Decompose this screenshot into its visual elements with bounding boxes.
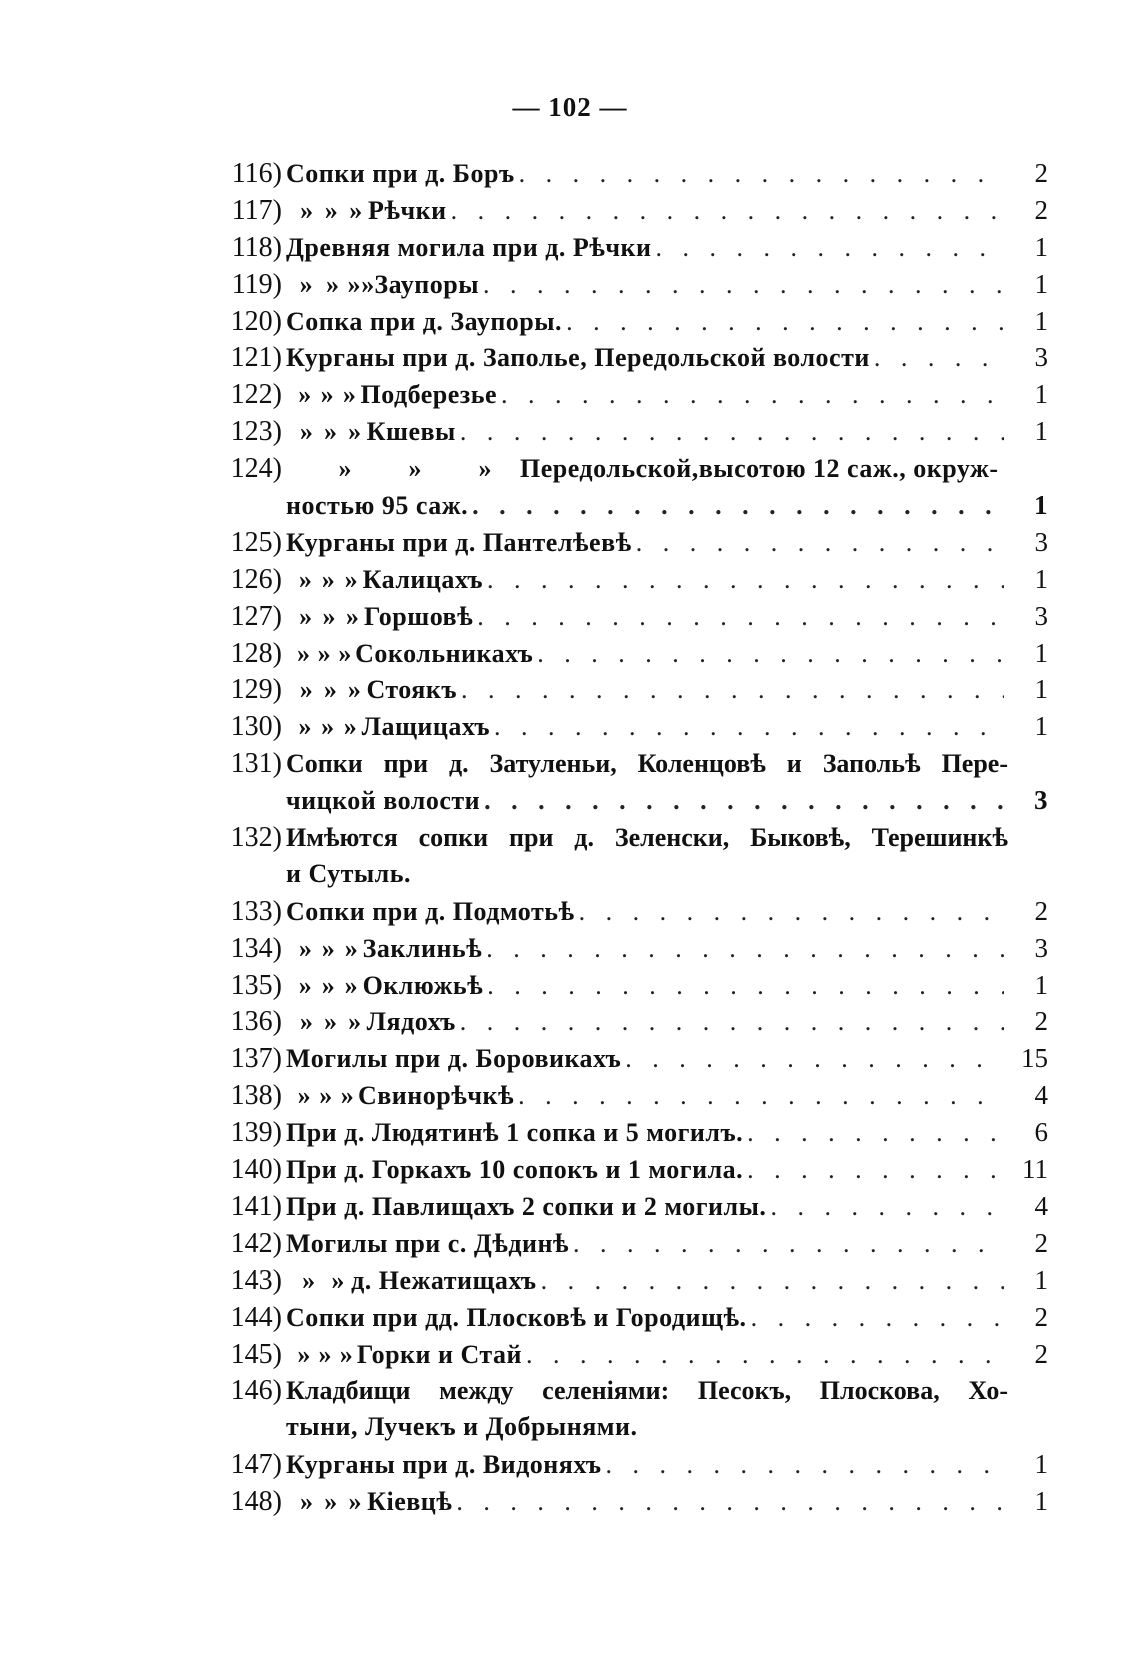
- entry-row: [218, 1228, 1048, 1265]
- dot-leader: [472, 491, 1004, 521]
- ditto-mark: »: [340, 1081, 354, 1111]
- entry-number: 129): [230, 674, 282, 706]
- entry-number: 121): [230, 342, 282, 374]
- ditto-mark: »: [300, 195, 314, 225]
- entry-count: 1: [1034, 711, 1048, 742]
- entry-body: [282, 159, 1008, 189]
- entry-count: 1: [1034, 1449, 1048, 1480]
- ditto-mark: »: [321, 712, 335, 742]
- entry-text: ностью 95 саж.: [286, 491, 469, 521]
- entry-number: 130): [230, 711, 282, 743]
- entry-number: 122): [230, 379, 282, 411]
- entry-text: Передольской,высотою 12 саж., окруж-: [520, 454, 999, 484]
- entry-text: Кіевцѣ: [367, 1487, 453, 1517]
- ditto-mark: »: [361, 269, 375, 299]
- dot-leader: [566, 307, 1004, 337]
- ditto-mark: »: [298, 712, 312, 742]
- entry-count: 4: [1034, 1080, 1048, 1111]
- entry-row: [218, 564, 1048, 601]
- entry-text: Сопка при д. Заупоры.: [286, 306, 563, 336]
- entry-text: При д. Павлищахъ 2 сопки и 2 могилы.: [286, 1191, 767, 1221]
- dot-leader: [460, 1007, 1004, 1037]
- dot-leader: [747, 1118, 1004, 1148]
- entry-number: 123): [230, 416, 282, 448]
- ditto-mark: »: [338, 454, 352, 484]
- entry-row: [218, 1043, 1048, 1080]
- dot-leader: [573, 1229, 1004, 1259]
- entry-number: 136): [230, 1006, 282, 1038]
- entry-text: Имѣются сопки при д. Зеленски, Быковѣ, Терешинкѣ: [286, 823, 1008, 853]
- dot-leader: [484, 786, 1004, 816]
- entry-number: 142): [230, 1227, 282, 1259]
- entry-body: [282, 1192, 1008, 1222]
- entry-text: Кшевы: [366, 417, 456, 447]
- entry-number: 124): [230, 453, 282, 485]
- ditto-mark: »: [331, 1265, 345, 1295]
- dot-leader: [519, 159, 1004, 189]
- entry-count: 3: [1034, 342, 1048, 373]
- ditto-mark: »: [342, 380, 356, 410]
- entry-row: [218, 269, 1048, 306]
- entry-text: Свинорѣчкѣ: [357, 1081, 515, 1111]
- ditto-mark: »: [323, 1007, 337, 1037]
- entry-row: [218, 1154, 1048, 1191]
- ditto-mark: »: [478, 454, 492, 484]
- entry-body: [282, 639, 1008, 669]
- entry-number: 138): [230, 1080, 282, 1112]
- entry-body: [282, 196, 1008, 226]
- entry-continuation: [218, 490, 1048, 527]
- entry-body: [282, 343, 1008, 373]
- ditto-mark: »: [298, 564, 312, 594]
- entry-count: 1: [1034, 416, 1048, 447]
- page-number: — 102 —: [512, 92, 628, 122]
- entry-body: [282, 823, 1008, 853]
- ditto-mark: »: [299, 1487, 313, 1517]
- entry-body: [282, 897, 1008, 927]
- entry-body: [282, 1303, 1008, 1333]
- entry-row: [218, 1080, 1048, 1117]
- entry-body: [282, 1081, 1008, 1111]
- entry-body: [282, 270, 1008, 300]
- entry-body: [282, 675, 1008, 705]
- entry-count: 1: [1034, 1486, 1048, 1517]
- ditto-mark: »: [339, 1339, 353, 1369]
- entry-text: Курганы при д. Видоняхъ: [286, 1450, 602, 1480]
- entry-number: 145): [230, 1338, 282, 1370]
- entry-count: 2: [1034, 158, 1048, 188]
- entry-row: [218, 306, 1048, 343]
- entry-number: 144): [230, 1301, 282, 1333]
- ditto-mark: »: [323, 675, 337, 705]
- entry-number: 116): [231, 158, 282, 189]
- ditto-mark: »: [344, 564, 358, 594]
- ditto-mark: »: [321, 564, 335, 594]
- entry-count: 3: [1034, 785, 1048, 816]
- entry-count: 4: [1034, 1190, 1048, 1221]
- entry-text: Сопки при д. Подмотьѣ: [286, 896, 575, 926]
- entry-row: [218, 1449, 1048, 1486]
- ditto-mark: »: [345, 601, 359, 631]
- ditto-mark: »: [298, 933, 312, 963]
- entry-count: 1: [1034, 305, 1048, 336]
- entry-text: Древняя могила при д. Рѣчки: [286, 232, 652, 262]
- entry-body: [282, 1340, 1008, 1370]
- ditto-mark: »: [298, 970, 312, 1000]
- entry-text: Рѣчки: [368, 195, 447, 225]
- ditto-mark: »: [321, 970, 335, 1000]
- entry-text: Горшовѣ: [364, 601, 474, 631]
- entry-count: 3: [1034, 932, 1048, 963]
- entry-row: [218, 933, 1048, 970]
- dot-leader: [486, 934, 1004, 964]
- entry-count: 3: [1034, 526, 1048, 557]
- ditto-mark: »: [319, 1081, 333, 1111]
- entry-text: чицкой волости: [286, 786, 481, 816]
- dot-leader: [747, 1155, 1004, 1185]
- dot-leader: [655, 233, 1004, 263]
- entry-number: 148): [230, 1486, 282, 1518]
- entry-body: [282, 380, 1008, 410]
- ditto-mark: »: [348, 1487, 362, 1517]
- entry-row: [218, 453, 1048, 490]
- dot-leader: [526, 1340, 1004, 1370]
- entry-text: Стоякъ: [366, 675, 458, 705]
- entry-count: 1: [1034, 674, 1048, 705]
- ditto-mark: »: [349, 195, 363, 225]
- ditto-mark: »: [347, 675, 361, 705]
- entry-row: [218, 638, 1048, 675]
- entry-number: 117): [231, 194, 282, 226]
- entry-number: 125): [230, 526, 282, 558]
- entry-row: [218, 416, 1048, 453]
- entry-body: [282, 454, 1008, 484]
- entry-text: д. Нежатищахъ: [351, 1265, 537, 1295]
- entry-count: 1: [1034, 1264, 1048, 1295]
- ditto-mark: »: [324, 195, 338, 225]
- dot-leader: [487, 971, 1004, 1001]
- ditto-mark: »: [320, 380, 334, 410]
- entry-text: Лядохъ: [366, 1007, 456, 1037]
- ditto-mark: »: [302, 1265, 316, 1295]
- entry-number: 119): [231, 268, 282, 300]
- ditto-mark: »: [299, 675, 313, 705]
- dot-leader: [636, 528, 1004, 558]
- ditto-mark: »: [338, 638, 352, 668]
- entry-number: 133): [230, 895, 282, 927]
- entry-count: 15: [1021, 1043, 1048, 1074]
- entry-text: Оклюжьѣ: [362, 970, 484, 1000]
- entry-number: 147): [230, 1449, 282, 1481]
- entry-text: Могилы при д. Боровикахъ: [286, 1044, 622, 1074]
- ditto-mark: »: [347, 269, 361, 299]
- ditto-mark: »: [326, 269, 339, 299]
- entry-count: 11: [1022, 1154, 1048, 1185]
- ditto-mark: »: [297, 1081, 311, 1111]
- entry-count: 2: [1034, 1301, 1048, 1332]
- entry-text: Курганы при д. Пантелѣевѣ: [286, 527, 632, 557]
- entry-text: Подберезье: [360, 380, 498, 410]
- entry-text: Сопки при дд. Плосковѣ и Городищѣ.: [286, 1302, 747, 1332]
- ditto-mark: »: [408, 454, 422, 484]
- entry-text: Заклиньѣ: [362, 933, 483, 963]
- entry-body: [282, 528, 1008, 558]
- entry-text: Калицахъ: [362, 564, 484, 594]
- ditto-mark: »: [299, 417, 313, 447]
- dot-leader: [494, 712, 1004, 742]
- ditto-mark: »: [323, 417, 337, 447]
- entry-row: [218, 896, 1048, 933]
- entry-text: Горки и Стай: [356, 1339, 522, 1369]
- dot-leader: [625, 1044, 1004, 1074]
- entry-row: [218, 342, 1048, 379]
- ditto-mark: »: [297, 1339, 311, 1369]
- entry-text: Кладбищи между селеніями: Песокъ, Плоскова, Хо-: [286, 1376, 1008, 1406]
- entry-body: [282, 233, 1008, 263]
- entry-count: 1: [1034, 969, 1048, 1000]
- dot-leader: [874, 343, 1004, 373]
- ditto-mark: »: [343, 712, 357, 742]
- dot-leader: [483, 270, 1004, 300]
- entry-text: Могилы при с. Дѣдинѣ: [286, 1228, 570, 1258]
- entry-number: 118): [231, 231, 282, 263]
- entry-continuation: [218, 1412, 1048, 1449]
- entry-text: тыни, Лучекъ и Добрынями.: [286, 1412, 638, 1442]
- entry-body: [282, 934, 1008, 964]
- entry-number: 127): [230, 600, 282, 632]
- entry-row: [218, 1302, 1048, 1339]
- entry-body: [282, 1155, 1008, 1185]
- dot-leader: [518, 1081, 1004, 1111]
- entry-body: [282, 749, 1008, 779]
- dot-leader: [770, 1192, 1004, 1222]
- entry-body: [282, 712, 1008, 742]
- entry-row: [218, 1006, 1048, 1043]
- ditto-mark: »: [321, 933, 335, 963]
- entry-count: 2: [1034, 1227, 1048, 1258]
- dot-leader: [461, 675, 1004, 705]
- entry-number: 141): [230, 1190, 282, 1222]
- ditto-mark: »: [299, 269, 313, 299]
- ditto-mark: »: [344, 970, 358, 1000]
- ditto-mark: »: [299, 601, 313, 631]
- entry-count: 6: [1034, 1117, 1048, 1148]
- ditto-mark: »: [318, 1339, 332, 1369]
- entry-row: [218, 232, 1048, 269]
- entry-number: 132): [230, 822, 282, 854]
- dot-leader: [460, 417, 1004, 447]
- entry-row: [218, 1191, 1048, 1228]
- ditto-mark: »: [299, 1007, 313, 1037]
- entry-body: [282, 307, 1008, 337]
- entry-body: [282, 1487, 1008, 1517]
- entry-body: [282, 1376, 1008, 1406]
- entry-number: 128): [230, 637, 282, 669]
- entry-row: [218, 970, 1048, 1007]
- entry-count: 1: [1034, 490, 1048, 521]
- entry-count: 2: [1034, 194, 1048, 225]
- entry-count: 3: [1034, 600, 1048, 631]
- entry-row: [218, 822, 1048, 859]
- dot-leader: [537, 639, 1004, 669]
- entry-count: 1: [1034, 563, 1048, 594]
- entry-body: [282, 1450, 1008, 1480]
- entry-body: [282, 1229, 1008, 1259]
- dot-leader: [456, 1487, 1004, 1517]
- dot-leader: [579, 897, 1004, 927]
- entry-text: и Сутыль.: [286, 858, 412, 888]
- dot-leader: [751, 1303, 1004, 1333]
- entry-row: [218, 1265, 1048, 1302]
- entry-number: 140): [230, 1154, 282, 1186]
- entry-body: [282, 971, 1008, 1001]
- entry-text: Сопки при д. Боръ: [286, 159, 515, 188]
- entry-count: 1: [1034, 637, 1048, 668]
- entry-continuation: [218, 785, 1048, 822]
- entry-body: [282, 1007, 1008, 1037]
- entry-body: [282, 1118, 1008, 1148]
- entry-number: 143): [230, 1264, 282, 1296]
- entry-number: 135): [230, 969, 282, 1001]
- dot-leader: [487, 565, 1004, 595]
- entry-body: [282, 1266, 1008, 1296]
- ditto-mark: »: [348, 1007, 362, 1037]
- entry-text: При д. Людятинѣ 1 сопка и 5 могилъ.: [286, 1118, 744, 1148]
- entry-text: Сокольникахъ: [355, 638, 534, 668]
- entry-count: 1: [1034, 231, 1048, 262]
- dot-leader: [477, 602, 1004, 632]
- entry-row: [218, 1486, 1048, 1523]
- entry-row: [218, 1339, 1048, 1376]
- entry-number: 137): [230, 1043, 282, 1075]
- entry-count: 1: [1034, 268, 1048, 299]
- entry-text: При д. Горкахъ 10 сопокъ и 1 могила.: [286, 1155, 744, 1185]
- entry-row: [218, 748, 1048, 785]
- entry-count: 2: [1034, 1338, 1048, 1369]
- entry-number: 131): [230, 748, 282, 780]
- entry-count: 2: [1034, 895, 1048, 926]
- entry-text: Лащицахъ: [361, 712, 491, 742]
- entry-body: [282, 417, 1008, 447]
- entry-row: [218, 601, 1048, 638]
- entry-row: [218, 674, 1048, 711]
- ditto-mark: »: [317, 638, 331, 668]
- ditto-mark: »: [348, 417, 362, 447]
- entry-number: 126): [230, 563, 282, 595]
- entry-row: [218, 379, 1048, 416]
- entry-row: [218, 527, 1048, 564]
- dot-leader: [501, 380, 1004, 410]
- entry-number: 139): [230, 1117, 282, 1149]
- entry-body: [282, 1044, 1008, 1074]
- entry-body: [282, 565, 1008, 595]
- entry-row: [218, 1117, 1048, 1154]
- ditto-mark: »: [296, 638, 310, 668]
- entry-list: [218, 158, 1048, 1523]
- entry-text: Курганы при д. Заполье, Передольской волости: [286, 343, 870, 373]
- entry-number: 146): [230, 1375, 282, 1407]
- ditto-mark: »: [298, 380, 312, 410]
- entry-count: 2: [1034, 1006, 1048, 1037]
- entry-number: 120): [230, 305, 282, 337]
- entry-row: [218, 1375, 1048, 1412]
- dot-leader: [541, 1266, 1004, 1296]
- dot-leader: [451, 196, 1004, 226]
- entry-text: Сопки при д. Затуленьи, Коленцовѣ и Запольѣ Пере-: [286, 749, 1008, 779]
- entry-count: 1: [1034, 379, 1048, 410]
- entry-row: [218, 158, 1048, 195]
- dot-leader: [606, 1450, 1004, 1480]
- entry-continuation: [218, 859, 1048, 896]
- entry-text: Заупоры: [374, 269, 480, 299]
- entry-row: [218, 195, 1048, 232]
- entry-body: [282, 602, 1008, 632]
- ditto-mark: »: [324, 1487, 338, 1517]
- ditto-mark: »: [322, 601, 336, 631]
- entry-number: 134): [230, 932, 282, 964]
- entry-row: [218, 711, 1048, 748]
- ditto-mark: »: [344, 933, 358, 963]
